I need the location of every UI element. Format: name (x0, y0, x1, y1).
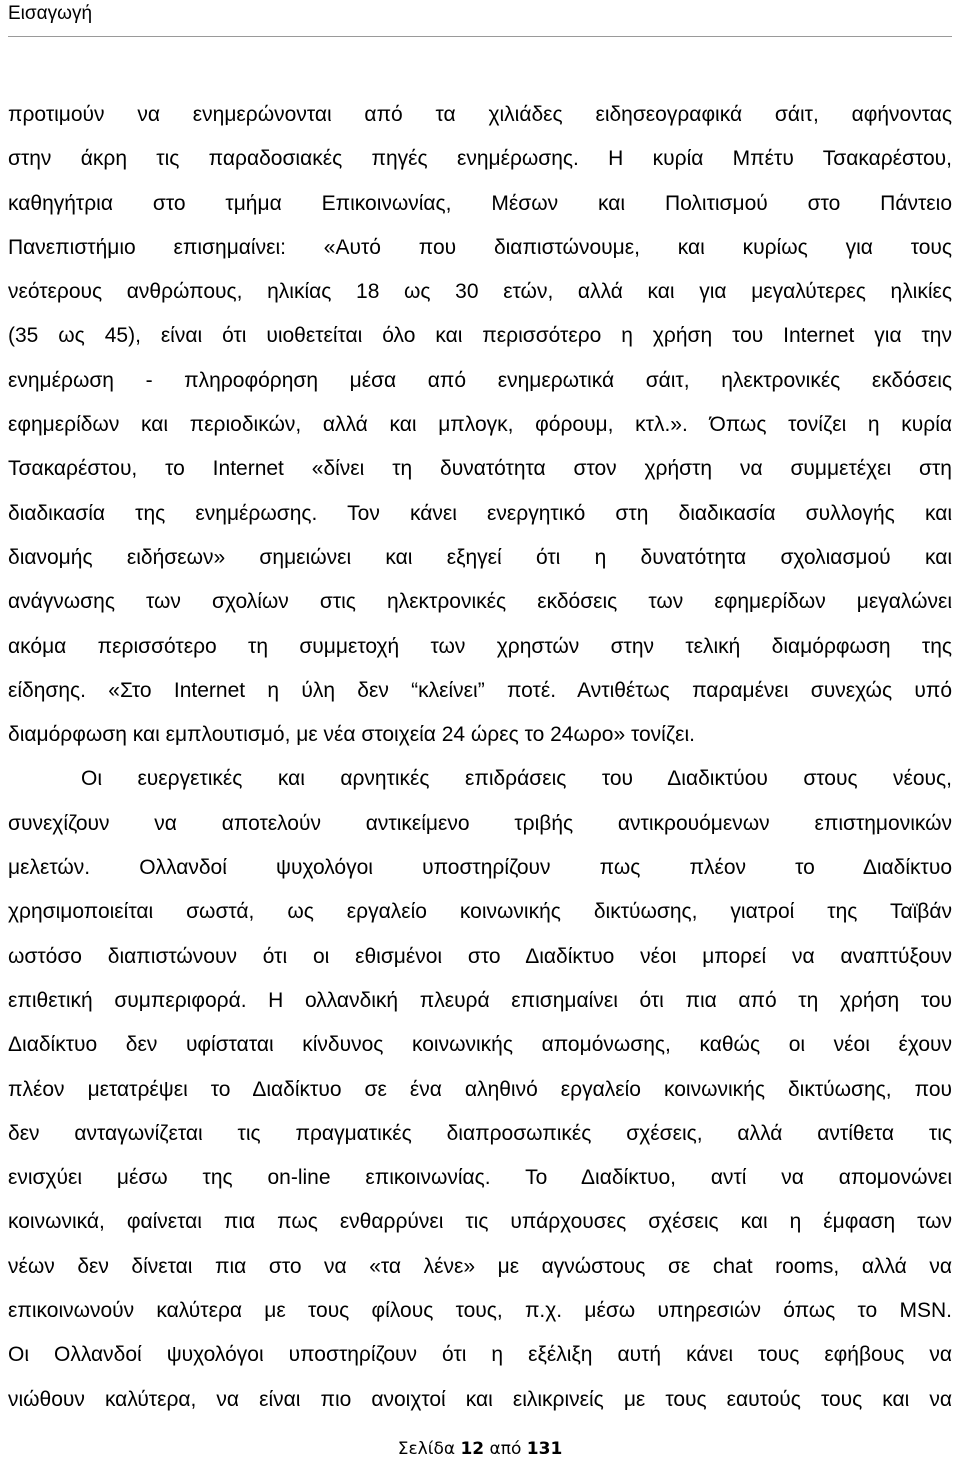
text-line: νέων δεν δίνεται πια στο να «τα λένε» με αγνώστους σε chat rooms, αλλά να (8, 1254, 952, 1278)
text-line: συνεχίζουν να αποτελούν αντικείμενο τριβής αντικρουόμενων επιστημονικών (8, 811, 952, 835)
text-line: Διαδίκτυο δεν υφίσταται κίνδυνος κοινωνικής απομόνωσης, καθώς οι νέοι έχουν (8, 1033, 952, 1057)
text-line: είδησης. «Στο Internet η ύλη δεν “κλείνει” ποτέ. Αντιθέτως παραμένει συνεχώς υπό (8, 678, 952, 702)
text-line: πλέον μετατρέψει το Διαδίκτυο σε ένα αληθινό εργαλείο κοινωνικής δικτύωσης, που (8, 1077, 952, 1101)
text-line: Πανεπιστήμιο επισημαίνει: «Αυτό που διαπιστώνουμε, και κυρίως για τους (8, 235, 952, 259)
page-footer (0, 1438, 960, 1460)
footer-separator: από (489, 1439, 522, 1459)
text-line: ανάγνωσης των σχολίων στις ηλεκτρονικές εκδόσεις των εφημερίδων μεγαλώνει (8, 590, 952, 614)
text-line: εφημερίδων και περιοδικών, αλλά και μπλογκ, φόρουμ, κτλ.». Όπως τονίζει η κυρία (8, 413, 952, 437)
text-line: ενημέρωση - πληροφόρηση μέσα από ενημερωτικά σάιτ, ηλεκτρονικές εκδόσεις (8, 368, 952, 392)
text-line: δεν ανταγωνίζεται τις πραγματικές διαπροσωπικές σχέσεις, αλλά αντίθετα τις (8, 1121, 952, 1145)
text-line: χρησιμοποιείται σωστά, ως εργαλείο κοινωνικής δικτύωσης, γιατροί της Ταϊβάν (8, 900, 952, 924)
text-line: Τσακαρέστου, το Internet «δίνει τη δυνατότητα στον χρήστη να συμμετέχει στη (8, 457, 952, 481)
page-header (8, 0, 952, 37)
text-line: νεότερους ανθρώπους, ηλικίας 18 ως 30 ετών, αλλά και για μεγαλύτερες ηλικίες (8, 280, 952, 304)
text-line: καθηγήτρια στο τμήμα Επικοινωνίας, Μέσων και Πολιτισμού στο Πάντειο (8, 191, 952, 215)
text-line: ακόμα περισσότερο τη συμμετοχή των χρηστών στην τελική διαμόρφωση της (8, 634, 952, 658)
text-line: μελετών. Ολλανδοί ψυχολόγοι υποστηρίζουν πως πλέον το Διαδίκτυο (8, 856, 952, 880)
text-line: (35 ως 45), είναι ότι υιοθετείται όλο και περισσότερο η χρήση του Internet για την (8, 324, 952, 348)
text-line: ωστόσο διαπιστώνουν ότι οι εθισμένοι στο Διαδίκτυο νέοι μπορεί να αναπτύξουν (8, 944, 952, 968)
current-page-number: 12 (460, 1439, 485, 1459)
text-line: κοινωνικά, φαίνεται πια πως ενθαρρύνει τις υπάρχουσες σχέσεις και η έμφαση των (8, 1210, 952, 1234)
document-body (8, 93, 952, 1422)
header-title: Εισαγωγή (8, 3, 93, 24)
text-line: διανομής ειδήσεων» σημειώνει και εξηγεί ότι η δυνατότητα σχολιασμού και (8, 545, 952, 569)
text-line: επικοινωνούν καλύτερα με τους φίλους τους, π.χ. μέσω υπηρεσιών όπως το MSN. (8, 1299, 952, 1323)
text-line: διαμόρφωση και εμπλουτισμό, με νέα στοιχεία 24 ώρες το 24ωρο» τονίζει. (8, 723, 695, 747)
text-line: ενισχύει μέσω της on-line επικοινωνίας. Το Διαδίκτυο, αντί να απομονώνει (8, 1166, 952, 1190)
text-line: Οι Ολλανδοί ψυχολόγοι υποστηρίζουν ότι η εξέλιξη αυτή κάνει τους εφήβους να (8, 1343, 952, 1367)
text-line: στην άκρη τις παραδοσιακές πηγές ενημέρωσης. Η κυρία Μπέτυ Τσακαρέστου, (8, 147, 952, 171)
footer-prefix: Σελίδα (397, 1439, 456, 1459)
paragraph-first-line: Οι ευεργετικές και αρνητικές επιδράσεις του Διαδικτύου στους νέους, (81, 767, 952, 791)
text-line: προτιμούν να ενημερώνονται από τα χιλιάδες ειδησεογραφικά σάιτ, αφήνοντας (8, 103, 952, 126)
text-line: διαδικασία της ενημέρωσης. Τον κάνει ενεργητικό στη διαδικασία συλλογής και (8, 501, 952, 525)
total-page-count: 131 (526, 1439, 563, 1459)
text-line: επιθετική συμπεριφορά. Η ολλανδική πλευρά επισημαίνει ότι πια από τη χρήση του (8, 988, 952, 1012)
text-line: νιώθουν καλύτερα, να είναι πιο ανοιχτοί και ειλικρινείς με τους εαυτούς τους και να (8, 1387, 952, 1411)
